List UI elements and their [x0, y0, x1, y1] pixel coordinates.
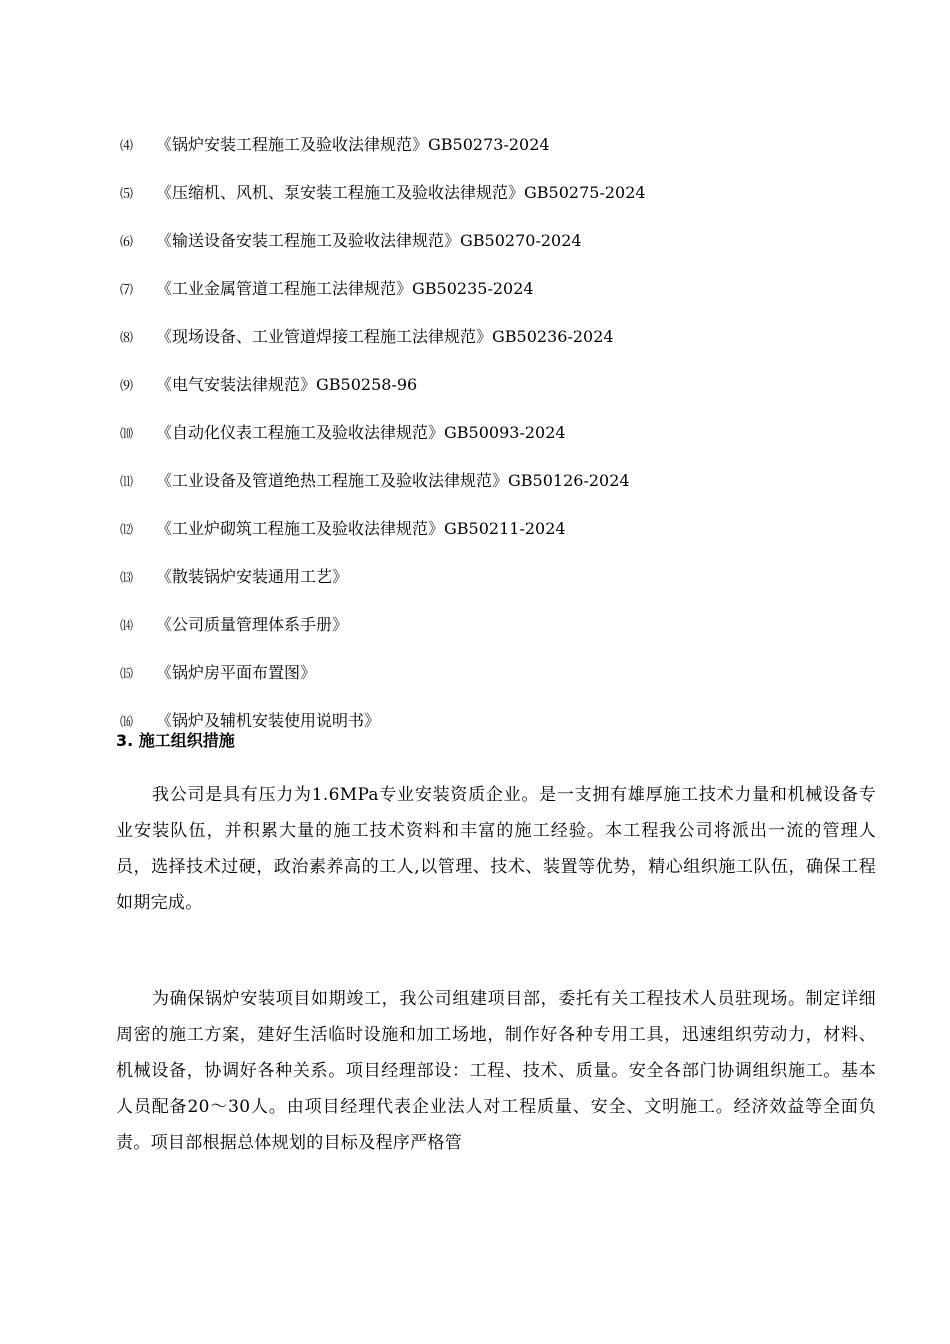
reference-number: ⑸: [120, 187, 134, 202]
reference-item: [120, 708, 900, 756]
reference-title: 《锅炉房平面布置图》: [156, 663, 317, 682]
reference-title: 《现场设备、工业管道焊接工程施工法律规范》GB50236-2024: [156, 327, 614, 346]
reference-title: 《自动化仪表工程施工及验收法律规范》GB50093-2024: [156, 423, 566, 442]
reference-item: [120, 564, 900, 612]
reference-number: ⒁: [120, 619, 134, 634]
section-heading: 3. 施工组织措施: [116, 731, 235, 750]
reference-item: [120, 228, 900, 276]
reference-title: 《工业设备及管道绝热工程施工及验收法律规范》GB50126-2024: [156, 471, 630, 490]
reference-item: [120, 180, 900, 228]
body-paragraph: 为确保锅炉安装项目如期竣工，我公司组建项目部，委托有关工程技术人员驻现场。制定详细周密的施工方案，建好生活临时设施和加工场地，制作好各种专用工具，迅速组织劳动力，材料、机械设备，协调好各种关系。项目经理部设：工程、技术、质量。安全各部门协调组织施工。基本人员配备20～30人。由项目经理代表企业法人对工程质量、安全、文明施工。经济效益等全面负责。项目部根据总体规划的目标及程序严格管: [116, 989, 876, 1153]
reference-number: ⑺: [120, 283, 134, 298]
body-paragraph: 我公司是具有压力为1.6MPa专业安装资质企业。是一支拥有雄厚施工技术力量和机械设备专业安装队伍，并积累大量的施工技术资料和丰富的施工经验。本工程我公司将派出一流的管理人员，选择技术过硬，政治素养高的工人,以管理、技术、装置等优势，精心组织施工队伍，确保工程如期完成。: [116, 785, 876, 913]
reference-number: ⑷: [120, 139, 134, 154]
reference-item: [120, 612, 900, 660]
reference-title: 《输送设备安装工程施工及验收法律规范》GB50270-2024: [156, 231, 582, 250]
reference-item: [120, 372, 900, 420]
reference-number: ⑹: [120, 235, 134, 250]
reference-title: 《公司质量管理体系手册》: [156, 615, 349, 634]
reference-title: 《压缩机、风机、泵安装工程施工及验收法律规范》GB50275-2024: [156, 183, 646, 202]
reference-number: ⑻: [120, 331, 134, 346]
reference-title: 《工业金属管道工程施工法律规范》GB50235-2024: [156, 279, 534, 298]
reference-title: 《散装锅炉安装通用工艺》: [156, 567, 349, 586]
reference-item: [120, 468, 900, 516]
reference-list: [120, 132, 900, 756]
reference-title: 《工业炉砌筑工程施工及验收法律规范》GB50211-2024: [156, 519, 566, 538]
reference-title: 《电气安装法律规范》GB50258-96: [156, 375, 418, 394]
reference-number: ⒂: [120, 667, 134, 682]
reference-item: [120, 324, 900, 372]
reference-number: ⒃: [120, 715, 134, 730]
reference-number: ⑼: [120, 379, 134, 394]
reference-number: ⑾: [120, 475, 134, 490]
reference-title: 《锅炉安装工程施工及验收法律规范》GB50273-2024: [156, 135, 550, 154]
reference-number: ⑿: [120, 523, 134, 538]
reference-number: ⑽: [120, 427, 134, 442]
reference-item: [120, 420, 900, 468]
reference-number: ⒀: [120, 571, 134, 586]
reference-item: [120, 660, 900, 708]
reference-item: [120, 516, 900, 564]
reference-item: [120, 132, 900, 180]
reference-item: [120, 276, 900, 324]
reference-title: 《锅炉及辅机安装使用说明书》: [156, 711, 381, 730]
